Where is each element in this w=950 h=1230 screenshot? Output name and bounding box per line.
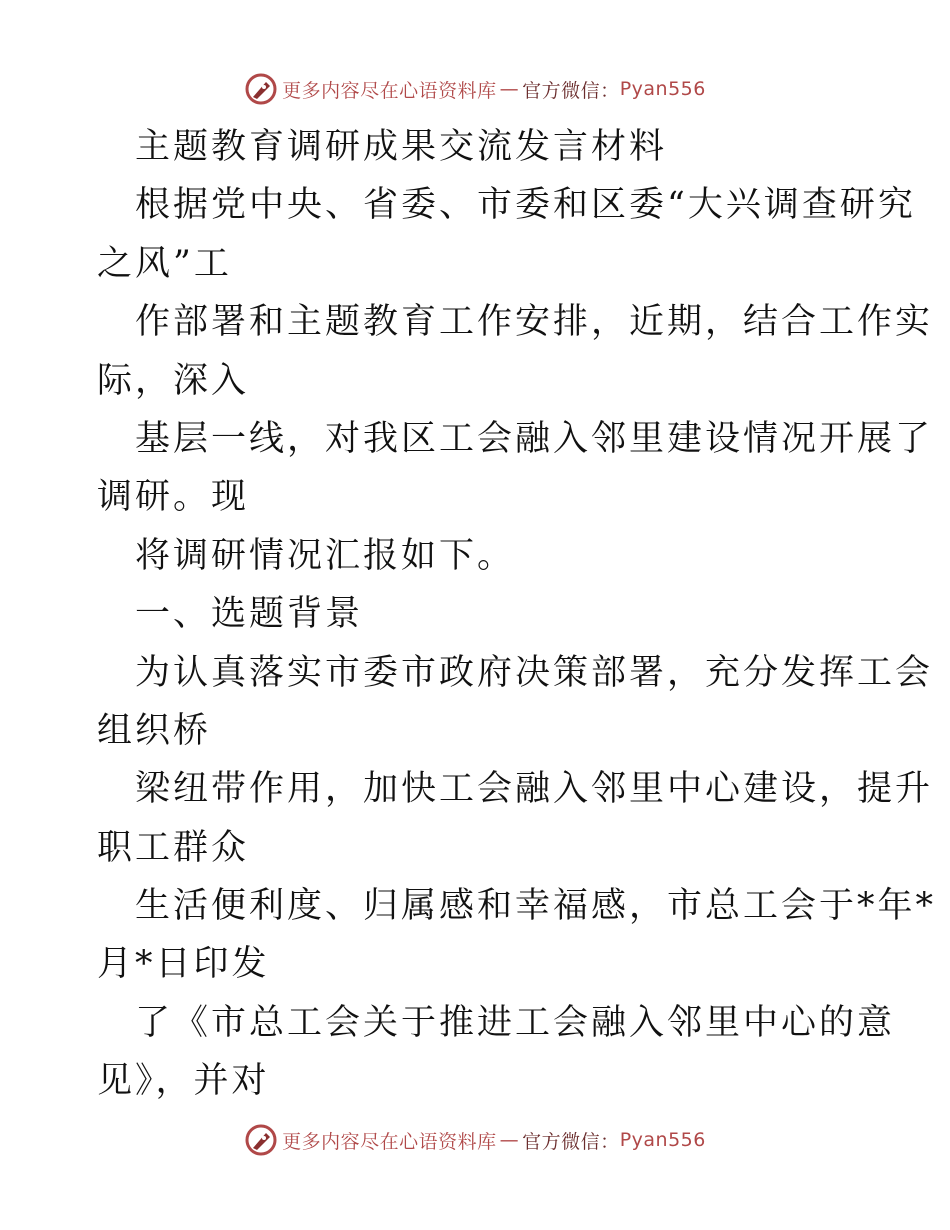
- document-title: 主题教育调研成果交流发言材料: [135, 127, 668, 167]
- paragraph-line: 将调研情况汇报如下。: [135, 535, 516, 576]
- paragraph-line: 职工群众: [97, 827, 250, 868]
- paragraph-line: 了《市总工会关于推进工会融入邻里中心的意: [135, 1002, 896, 1043]
- paragraph-line: 为认真落实市委市政府决策部署，充分发挥工会: [135, 652, 934, 693]
- watermark-wechat-id: Pyan556: [619, 1129, 706, 1151]
- paragraph-line: 梁纽带作用，加快工会融入邻里中心建设，提升: [135, 769, 934, 810]
- paragraph-line: 际，深入: [97, 360, 250, 401]
- header-watermark: [0, 72, 950, 106]
- paragraph-line: 作部署和主题教育工作安排，近期，结合工作实: [135, 302, 934, 343]
- pen-nib-circle-logo-icon: [244, 72, 278, 106]
- watermark-separator: —: [499, 78, 520, 100]
- paragraph-line: 见》，并对: [97, 1061, 270, 1102]
- watermark-main-text: 更多内容尽在心语资料库: [282, 79, 497, 102]
- paragraph-line: 生活便利度、归属感和幸福感，市总工会于*年*: [135, 886, 937, 927]
- document-body: [97, 118, 937, 1111]
- paragraph-line: 组织桥: [97, 710, 212, 751]
- watermark-official-label: 官方微信：: [522, 1130, 620, 1153]
- paragraph-line: 月*日印发: [97, 944, 270, 985]
- section-heading: 一、选题背景: [135, 594, 364, 635]
- paragraph-line: 调研。现: [97, 477, 250, 518]
- paragraph-line: 基层一线，对我区工会融入邻里建设情况开展了: [135, 418, 934, 459]
- paragraph-line: 根据党中央、省委、市委和区委“大兴调查研究: [135, 185, 916, 226]
- watermark-wechat-id: Pyan556: [619, 78, 706, 100]
- watermark-main-text: 更多内容尽在心语资料库: [282, 1130, 497, 1153]
- paragraph-line: 之风”工: [97, 243, 232, 284]
- footer-watermark: [0, 1123, 950, 1157]
- watermark-official-label: 官方微信：: [522, 79, 620, 102]
- watermark-separator: —: [499, 1129, 520, 1151]
- pen-nib-circle-logo-icon: [244, 1123, 278, 1157]
